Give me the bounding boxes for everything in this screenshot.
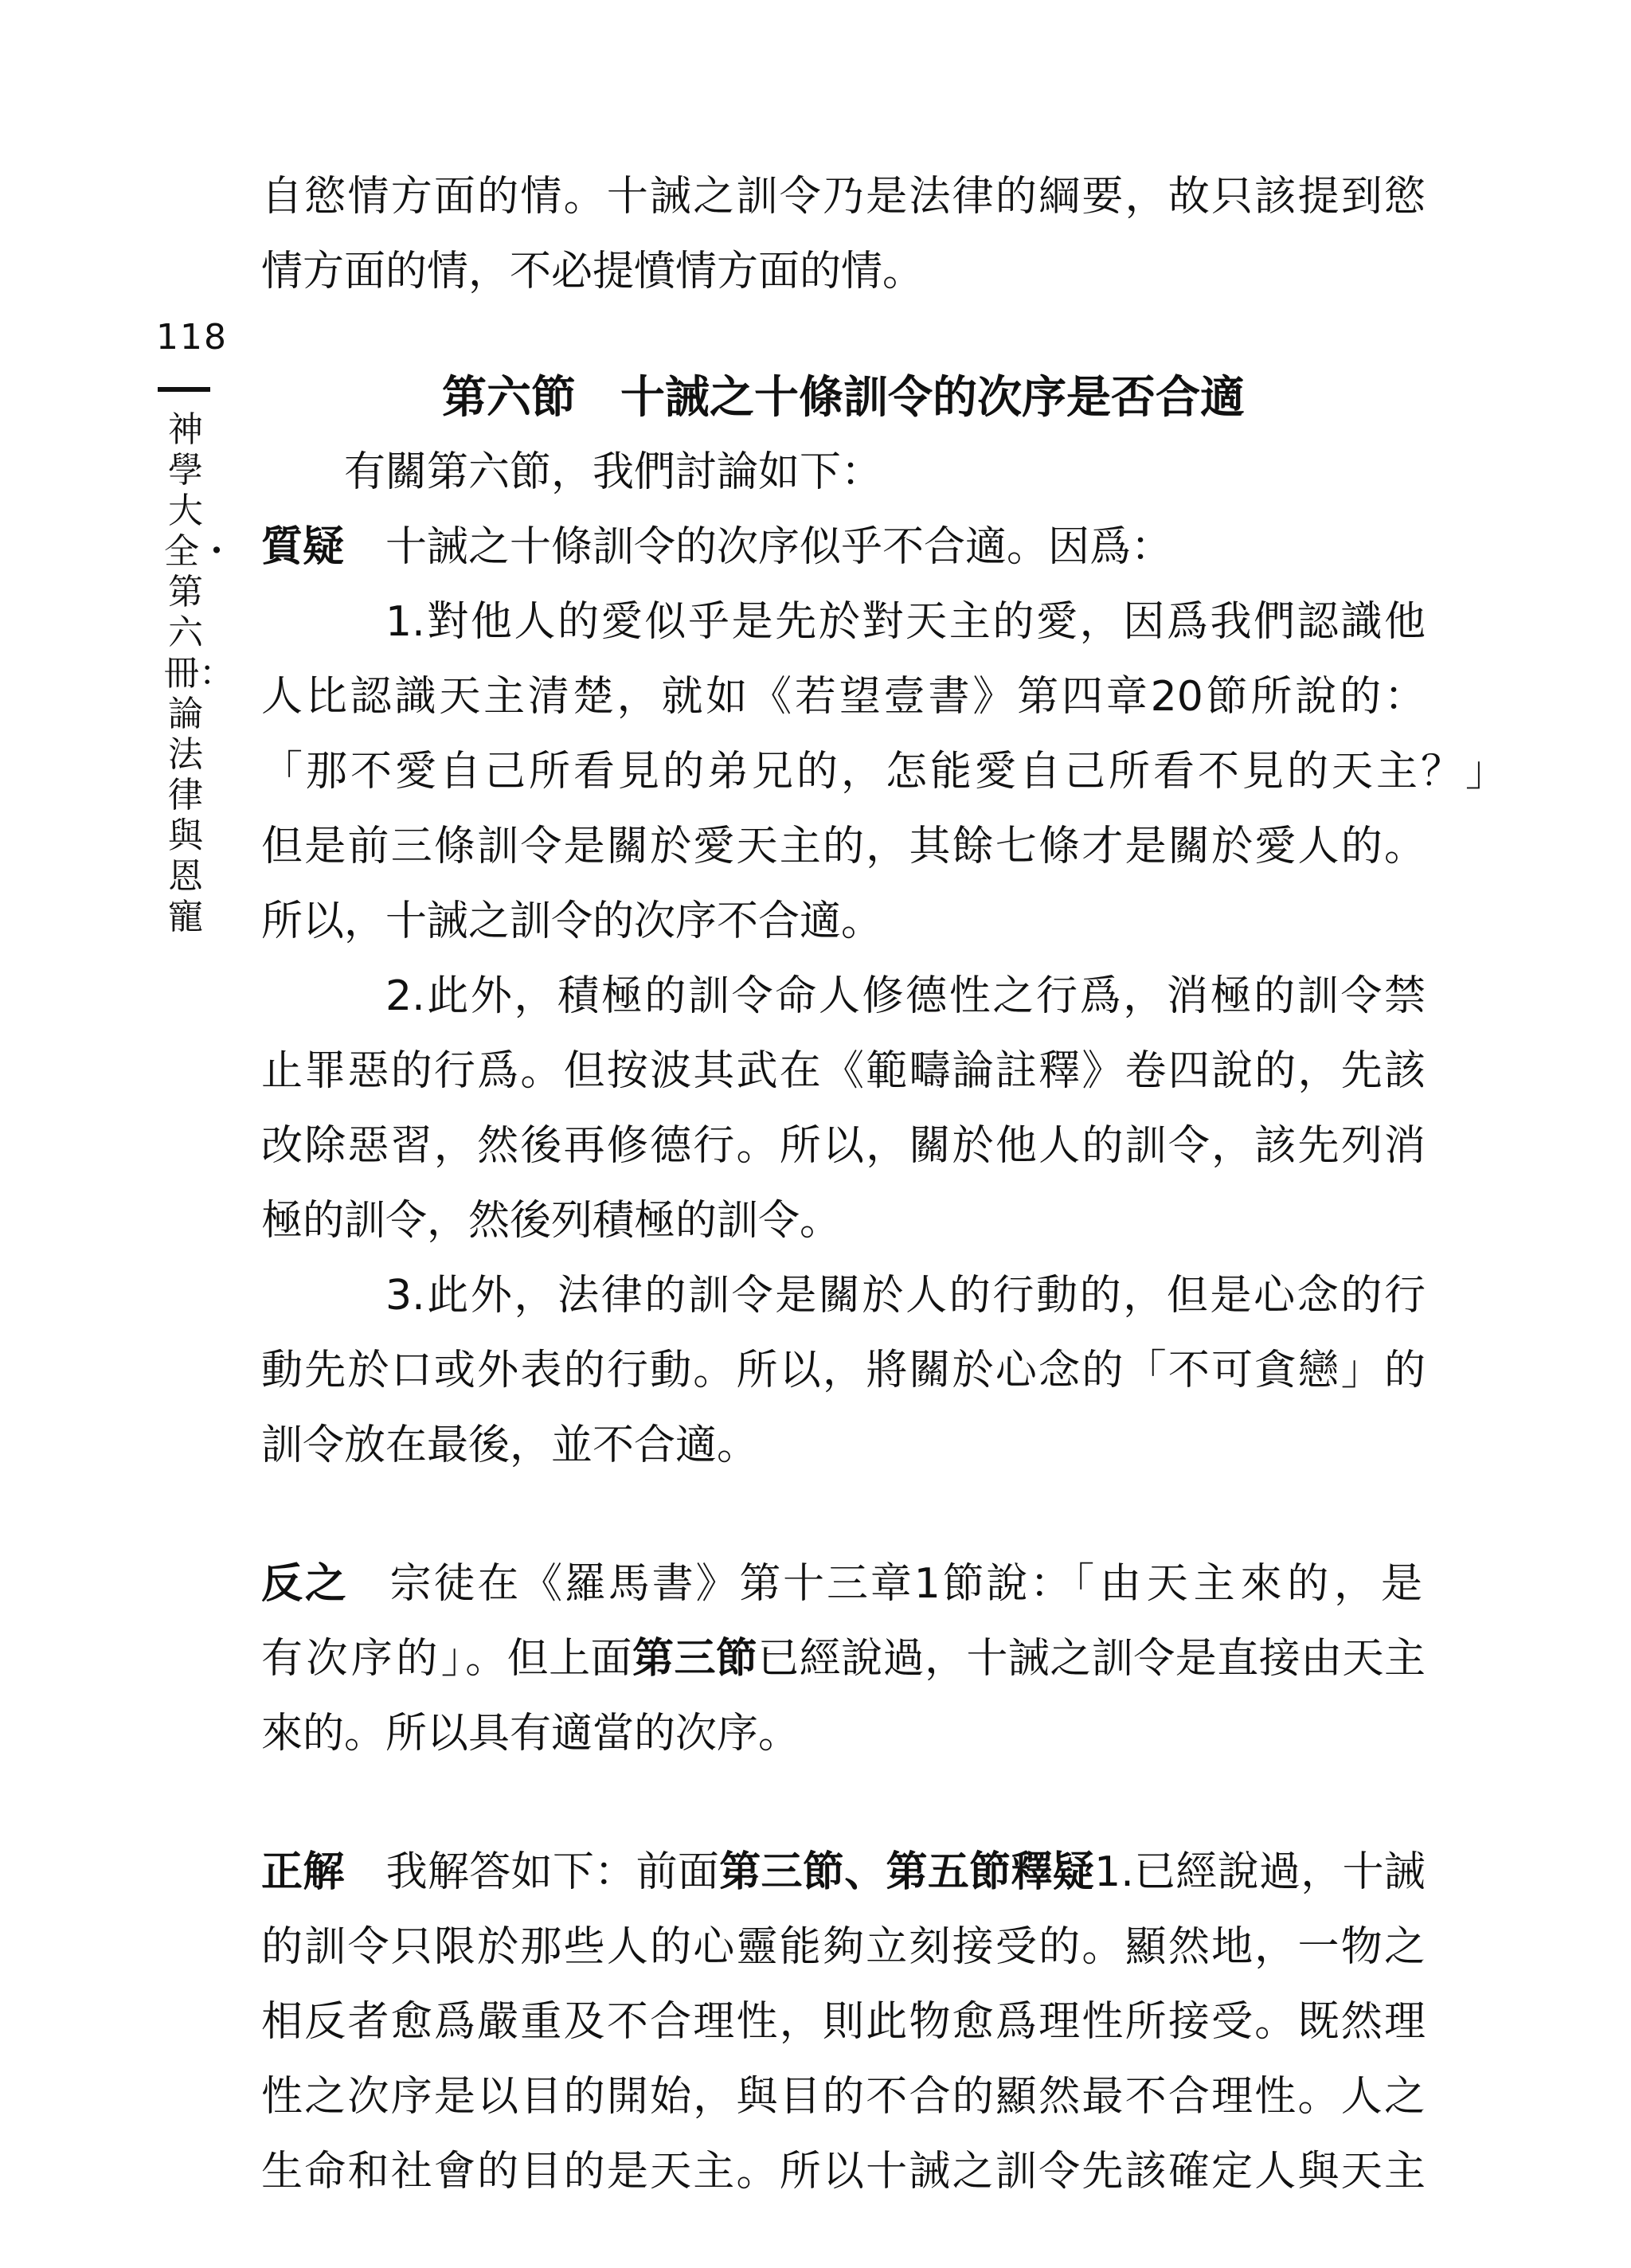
objection-intro: 十誡之十條訓令的次序似乎不合適。因爲： — [385, 523, 1173, 571]
objection-1-quote: 「那不愛自己所看見的弟兄的，怎能愛自己所看不見的天主？」 — [261, 748, 1511, 796]
contrary-text-2b: 已經說過，十誡之訓令是直接由天主 — [757, 1635, 1426, 1683]
objection-3-line-2: 動先於口或外表的行動。所以，將關於心念的「不可貪戀」的 — [261, 1347, 1426, 1394]
objection-2-line-2: 止罪惡的行爲。但按波其武在《範疇論註釋》卷四說的，先該 — [261, 1047, 1426, 1095]
section-heading — [261, 360, 1426, 435]
objection-2-line-4: 極的訓令，然後列積極的訓令。 — [261, 1197, 842, 1245]
lead-line: 有關第六節，我們討論如下： — [344, 448, 883, 496]
contrary-line-3: 來的。所以具有適當的次序。 — [261, 1710, 800, 1758]
answer-label: 正解 — [261, 1848, 345, 1896]
objection-heading-line — [261, 510, 1426, 585]
answer-line-4: 性之次序是以目的開始，與目的不合的顯然最不合理性。人之 — [261, 2073, 1426, 2121]
objection-2-line-1: 2.此外，積極的訓令命人修德性之行爲，消極的訓令禁 — [385, 972, 1426, 1020]
contrary-quote-2: 有次序的」 — [261, 1635, 466, 1683]
answer-text-1a: 我解答如下：前面 — [385, 1848, 720, 1896]
contrary-quote-1: 「由天主來的，是 — [1074, 1560, 1426, 1608]
answer-line-5: 生命和社會的目的是天主。所以十誡之訓令先該確定人與天主 — [261, 2148, 1426, 2196]
contrary-ref: 第三節 — [632, 1635, 758, 1683]
section-title: 十誡之十條訓令的次序是否合適 — [620, 371, 1245, 424]
intro-line-1: 自慾情方面的情。十誡之訓令乃是法律的綱要，故只該提到慾 — [261, 173, 1426, 221]
answer-text-1b: 1.已經說過，十誡 — [1094, 1848, 1426, 1896]
answer-line-1 — [261, 1835, 1426, 1910]
objection-1-line-5: 所以，十誡之訓令的次序不合適。 — [261, 897, 883, 945]
objection-label: 質疑 — [261, 523, 345, 571]
answer-ref: 第三節、第五節釋疑 — [719, 1848, 1095, 1896]
running-title: 神學大全・第六冊：論法律與恩寵 — [164, 409, 234, 937]
answer-line-3: 相反者愈爲嚴重及不合理性，則此物愈爲理性所接受。既然理 — [261, 1998, 1426, 2046]
objection-1-line-1: 1.對他人的愛似乎是先於對天主的愛，因爲我們認識他 — [385, 598, 1426, 646]
objection-3-line-1: 3.此外，法律的訓令是關於人的行動的，但是心念的行 — [385, 1272, 1426, 1320]
main-text — [261, 159, 1511, 2209]
objection-2-line-3: 改除惡習，然後再修德行。所以，關於他人的訓令，該先列消 — [261, 1122, 1426, 1170]
contrary-line-1 — [261, 1547, 1426, 1621]
contrary-line-2 — [261, 1621, 1426, 1696]
contrary-text-2a: 。但上面 — [465, 1635, 632, 1683]
objection-1-line-2: 人比認識天主清楚，就如《若望壹書》第四章20節所說的： — [261, 673, 1426, 721]
page-number: 118 — [156, 317, 228, 358]
contrary-label: 反之 — [261, 1560, 349, 1608]
contrary-text-1: 宗徒在《羅馬書》第十三章1節說： — [389, 1560, 1074, 1608]
margin-rule — [158, 387, 210, 392]
objection-3-line-3: 訓令放在最後，並不合適。 — [261, 1421, 759, 1469]
intro-line-2: 情方面的情，不必提憤情方面的情。 — [261, 248, 925, 295]
section-number: 第六節 — [442, 371, 576, 424]
answer-line-2: 的訓令只限於那些人的心靈能夠立刻接受的。顯然地，一物之 — [261, 1923, 1426, 1971]
objection-1-line-4: 但是前三條訓令是關於愛天主的，其餘七條才是關於愛人的。 — [261, 823, 1426, 870]
